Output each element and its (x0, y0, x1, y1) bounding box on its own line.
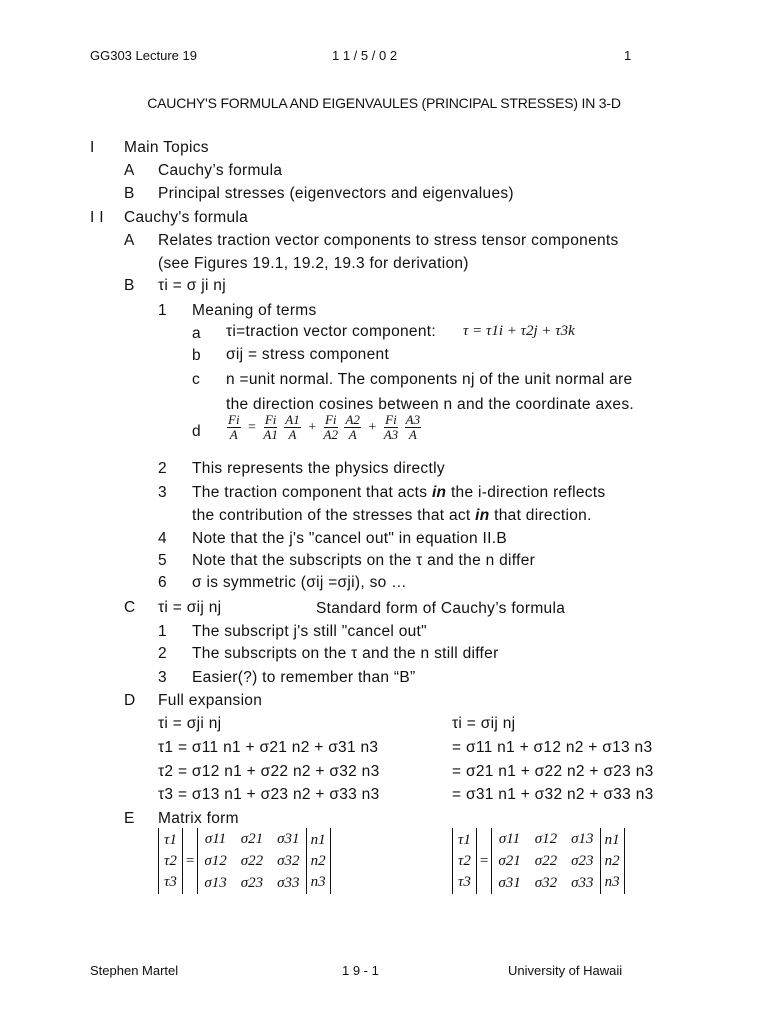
header-course: GG303 Lecture 19 (90, 48, 197, 63)
outline-note: Standard form of Cauchy’s formula (316, 600, 566, 617)
outline-item-cont: the direction cosines between n and the coordinate axes. (226, 396, 635, 413)
outline-num: A (124, 232, 135, 249)
header-date: 1 1 / 5 / 0 2 (332, 48, 398, 63)
outline-num: D (124, 692, 136, 709)
outline-num: B (124, 277, 135, 294)
outline-num: c (192, 371, 201, 388)
outline-item: σ is symmetric (σij =σji), so … (192, 574, 407, 591)
fraction: $\frac{Fi}{A}$ (228, 412, 240, 442)
outline-item: Note that the j's "cancel out" in equation II.B (192, 530, 507, 547)
expansion-left: τ2 = σ12 n1 + σ22 n2 + σ32 n3 (158, 763, 380, 780)
outline-num: B (124, 185, 135, 202)
outline-heading: Main Topics (124, 139, 209, 156)
outline-item: σij = stress component (226, 346, 390, 363)
force-area-equation: $\frac{Fi}{A}$ = $\frac{Fi}{A1}$ $\frac{A1}{A}$ + $\frac{Fi}{A2}$ $\frac{A2}{A}$ + $\frac{Fi}{A3}$ $\frac{A3}{A}$ (228, 412, 421, 442)
outline-item: Cauchy’s formula (158, 162, 283, 179)
outline-num: 5 (158, 552, 167, 569)
outline-num: b (192, 347, 201, 364)
outline-item: τi=traction vector component: (226, 323, 436, 340)
outline-item: Relates traction vector components to stress tensor components (158, 232, 619, 249)
cauchy-standard-equation: τi = σij nj (158, 599, 222, 616)
outline-num: 2 (158, 645, 167, 662)
footer-page-number: 1 9 - 1 (342, 963, 379, 978)
outline-num: 1 (158, 623, 167, 640)
outline-num: a (192, 325, 201, 342)
cauchy-equation: τi = σ ji nj (158, 277, 226, 294)
expansion-left: τi = σji nj (158, 715, 222, 732)
outline-num: E (124, 810, 135, 827)
outline-num: 1 (158, 302, 167, 319)
outline-num: 6 (158, 574, 167, 591)
outline-item: The subscripts on the τ and the n still differ (192, 645, 499, 662)
outline-num: C (124, 599, 136, 616)
expansion-left: τ1 = σ11 n1 + σ21 n2 + σ31 n3 (158, 739, 379, 756)
outline-num: 3 (158, 669, 167, 686)
outline-item: The subscript j's still "cancel out" (192, 623, 427, 640)
footer-author: Stephen Martel (90, 963, 179, 978)
outline-item: The traction component that acts in the i-direction reflects (192, 484, 606, 501)
outline-item: Easier(?) to remember than “B” (192, 669, 416, 686)
outline-num: d (192, 423, 201, 440)
outline-item: Matrix form (158, 810, 239, 827)
fraction: $\frac{A2}{A}$ (345, 412, 360, 442)
outline-item: Note that the subscripts on the τ and the n differ (192, 552, 536, 569)
fraction: $\frac{Fi}{A1}$ (263, 412, 278, 442)
outline-item-cont: (see Figures 19.1, 19.2, 19.3 for derivation) (158, 255, 469, 272)
fraction: $\frac{A3}{A}$ (405, 412, 421, 442)
outline-num: A (124, 162, 135, 179)
outline-item-cont: the contribution of the stresses that act in that direction. (192, 507, 592, 524)
outline-num: 4 (158, 530, 167, 547)
expansion-right: = σ21 n1 + σ22 n2 + σ23 n3 (452, 763, 654, 780)
outline-num: I I (90, 209, 104, 226)
outline-item: n =unit normal. The components nj of the unit normal are (226, 371, 633, 388)
header-page: 1 (624, 48, 632, 63)
expansion-right: = σ31 n1 + σ32 n2 + σ33 n3 (452, 786, 654, 803)
expansion-right: = σ11 n1 + σ12 n2 + σ13 n3 (452, 739, 653, 756)
outline-heading: Cauchy's formula (124, 209, 249, 226)
outline-item: Full expansion (158, 692, 263, 709)
outline-item: This represents the physics directly (192, 460, 445, 477)
matrix-equation-right: τ1 τ2 τ3 = σ11 σ12 σ13 σ21 σ22 σ23 σ31 σ32 σ33 n1 n2 n3 (452, 828, 625, 894)
page-title: CAUCHY'S FORMULA AND EIGENVAULES (PRINCIPAL STRESSES) IN 3-D (147, 95, 621, 111)
footer-institution: University of Hawaii (508, 963, 623, 978)
fraction: $\frac{Fi}{A2}$ (323, 412, 338, 442)
fraction: $\frac{Fi}{A3}$ (383, 412, 399, 442)
outline-num: 2 (158, 460, 167, 477)
expansion-right: τi = σij nj (452, 715, 516, 732)
outline-item: Principal stresses (eigenvectors and eigenvalues) (158, 185, 514, 202)
outline-num: I (90, 139, 95, 156)
outline-num: 3 (158, 484, 167, 501)
outline-item: Meaning of terms (192, 302, 317, 319)
traction-vector-equation: τ = τ1i + τ2j + τ3k (463, 323, 575, 339)
fraction: $\frac{A1}{A}$ (285, 412, 300, 442)
expansion-left: τ3 = σ13 n1 + σ23 n2 + σ33 n3 (158, 786, 380, 803)
matrix-equation-left: τ1 τ2 τ3 = σ11 σ21 σ31 σ12 σ22 σ32 σ13 σ23 σ33 n1 n2 n3 (158, 828, 331, 894)
